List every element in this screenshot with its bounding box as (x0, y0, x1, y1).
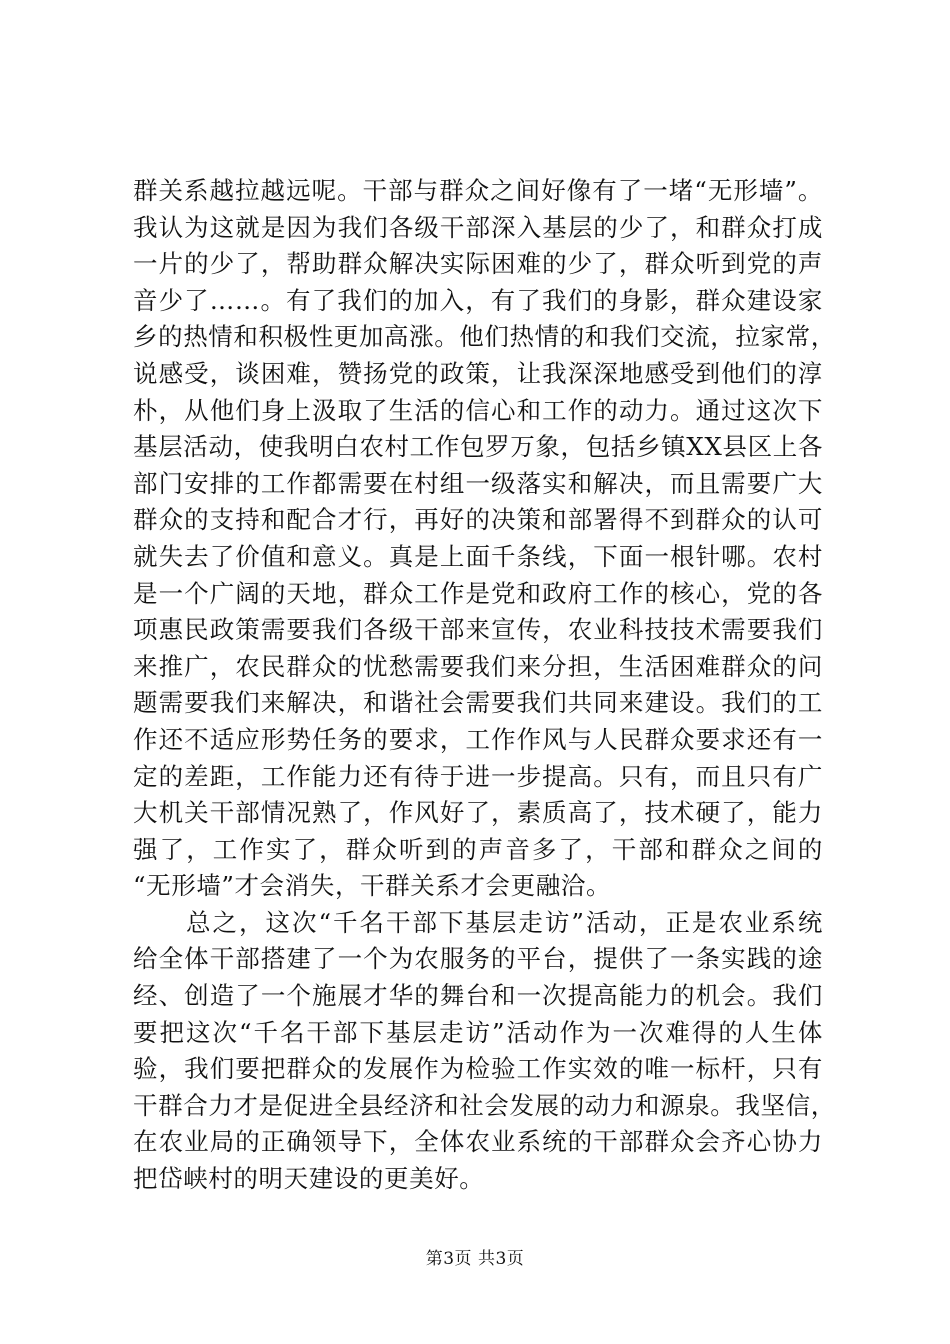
text-line: 总之，这次“千名干部下基层走访”活动，正是农业系统 (133, 907, 823, 937)
page-footer: 第3页 共3页 (425, 1249, 525, 1269)
text-line: 在农业局的正确领导下，全体农业系统的干部群众会齐心协力 (133, 1127, 823, 1157)
text-line: 来推广，农民群众的忧愁需要我们来分担，生活困难群众的问 (133, 651, 823, 681)
text-line: 基层活动，使我明白农村工作包罗万象，包括乡镇XX县区上各 (133, 432, 823, 462)
text-line: 经、创造了一个施展才华的舞台和一次提高能力的机会。我们 (133, 981, 823, 1011)
text-line: 给全体干部搭建了一个为农服务的平台，提供了一条实践的途 (133, 944, 823, 974)
text-line: 群关系越拉越远呢。干部与群众之间好像有了一堵“无形墙”。 (133, 176, 823, 205)
text-line: 题需要我们来解决，和谐社会需要我们共同来建设。我们的工 (133, 688, 823, 718)
text-line: 音少了……。有了我们的加入，有了我们的身影，群众建设家 (133, 285, 823, 315)
text-line: 就失去了价值和意义。真是上面千条线，下面一根针哪。农村 (133, 541, 823, 571)
text-line: “无形墙”才会消失，干群关系才会更融洽。 (133, 871, 612, 901)
text-line: 部门安排的工作都需要在村组一级落实和解决，而且需要广大 (133, 468, 823, 498)
body-text (133, 173, 836, 1198)
text-line: 定的差距，工作能力还有待于进一步提高。只有，而且只有广 (133, 761, 823, 791)
text-line: 大机关干部情况熟了，作风好了，素质高了，技术硬了，能力 (133, 798, 823, 828)
text-line: 朴，从他们身上汲取了生活的信心和工作的动力。通过这次下 (133, 395, 823, 425)
text-line: 强了，工作实了，群众听到的声音多了，干部和群众之间的 (133, 834, 823, 864)
text-line: 项惠民政策需要我们各级干部来宣传，农业科技技术需要我们 (133, 615, 823, 645)
text-line: 乡的热情和积极性更加高涨。他们热情的和我们交流，拉家常， (133, 322, 836, 352)
text-line: 一片的少了，帮助群众解决实际困难的少了，群众听到党的声 (133, 249, 823, 279)
text-line: 验，我们要把群众的发展作为检验工作实效的唯一标杆，只有 (133, 1054, 823, 1084)
text-line: 要把这次“千名干部下基层走访”活动作为一次难得的人生体 (133, 1017, 823, 1047)
text-line: 把岱峡村的明天建设的更美好。 (133, 1164, 485, 1194)
text-line: 群众的支持和配合才行，再好的决策和部署得不到群众的认可 (133, 505, 823, 535)
text-line: 是一个广阔的天地，群众工作是党和政府工作的核心，党的各 (133, 578, 823, 608)
text-line: 说感受，谈困难，赞扬党的政策，让我深深地感受到他们的淳 (133, 358, 823, 388)
text-line: 干群合力才是促进全县经济和社会发展的动力和源泉。我坚信， (133, 1090, 836, 1120)
text-line: 作还不适应形势任务的要求，工作作风与人民群众要求还有一 (133, 724, 823, 754)
text-line: 我认为这就是因为我们各级干部深入基层的少了，和群众打成 (133, 212, 823, 242)
